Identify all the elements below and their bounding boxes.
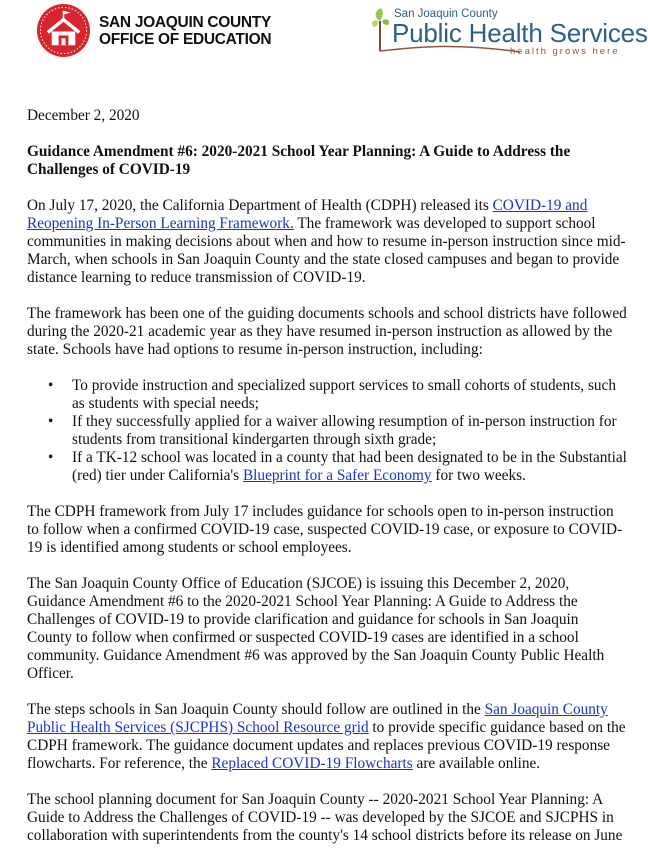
document-title: Guidance Amendment #6: 2020-2021 School Year Planning: A Guide to Address the Challenges of COVID-19 [27,143,571,178]
document-body [27,107,627,863]
options-list [27,377,627,485]
paragraph-cdph: The CDPH framework from July 17 includes guidance for schools open to in-person instruction to follow when a confirmed COVID-19 case, suspected COVID-19 case, or exposure to COVID-19 is identified among students or school employees. [27,503,623,556]
phs-logo [370,4,648,59]
paragraph-planning: The school planning document for San Joaquin County -- 2020-2021 School Year Planning: A Guide to Address the Challenges of COVID-19 -- was developed by the SJCOE and SJCPHS in collaboration with superintendents from the county's 14 school districts before its release on June [27,791,623,844]
phs-logo-tagline: health grows here [510,46,620,57]
text: are available online. [412,755,541,772]
replaced-flowcharts-link[interactable]: Replaced COVID-19 Flowcharts [211,755,413,772]
text: for two weeks. [431,467,526,484]
list-item: • If they successfully applied for a waiver allowing resumption of in-person instruction for students from transitional kindergarten through sixth grade; [72,413,627,449]
text: If a TK-12 school was located in a county that had been designated to be in the Substantial (red) tier under California's [72,449,627,484]
phs-logo-county: San Joaquin County [394,8,498,20]
text: to provide specific guidance based on the CDPH framework. The guidance document updates and replaces previous COVID-19 response flowcharts. For reference, the [27,719,626,772]
list-item: • To provide instruction and specialized support services to small cohorts of students, such as students with special needs; [72,377,627,413]
resource-grid-link[interactable]: San Joaquin County Public Health Services (SJCPHS) School Resource grid [27,701,608,736]
text: The framework was developed to support school communities in making decisions about when and how to resume in-person instruction since mid-March, when schools in San Joaquin County and the state closed campuses and began to provide distance learning to reduce transmission of COVID-19. [27,215,626,286]
paragraph-intro [27,197,627,287]
page-header [0,0,648,60]
text: The steps schools in San Joaquin County should follow are outlined in the [27,701,485,718]
blueprint-link[interactable]: Blueprint for a Safer Economy [242,467,432,484]
sjcoe-logo-line1: SAN JOAQUIN COUNTY [99,13,272,31]
sjcoe-logo [36,3,271,58]
covid-framework-link[interactable]: COVID-19 and Reopening In-Person Learning Framework. [27,197,588,232]
list-item [72,449,627,485]
phs-logo-name: Public Health Services [392,18,648,48]
paragraph-steps [27,701,627,773]
sjcoe-logo-line2: OFFICE OF EDUCATION [99,30,272,48]
paragraph-framework: The framework has been one of the guiding documents schools and school districts have followed during the 2020-21 academic year as they have resumed in-person instruction as allowed by the state. Schools have had options to resume in-person instruction, including: [27,305,627,358]
paragraph-sjcoe: The San Joaquin County Office of Education (SJCOE) is issuing this December 2, 2020, Guidance Amendment #6 to the 2020-2021 School Year Planning: A Guide to Address the Challenges of COVID-19 to provide clarification and guidance for schools in San Joaquin County to follow when confirmed or suspected COVID-19 cases are identified in a school community. Guidance Amendment #6 was approved by the San Joaquin County Public Health Officer. [27,575,605,682]
schoolhouse-icon [36,3,91,58]
document-date: December 2, 2020 [27,107,140,124]
text: On July 17, 2020, the California Department of Health (CDPH) released its [27,197,493,214]
